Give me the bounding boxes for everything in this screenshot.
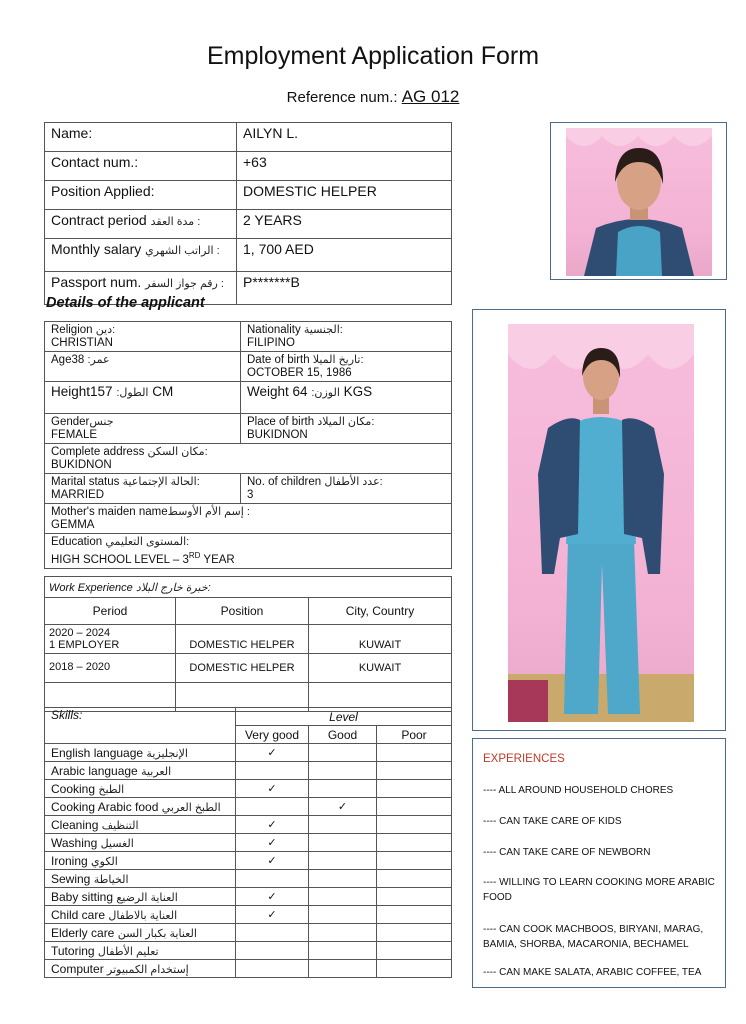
experiences-box (472, 738, 726, 988)
level-poor: Poor (377, 726, 452, 744)
skill-name: Sewing الخياطة (45, 870, 236, 888)
nationality-value: FILIPINO (247, 337, 295, 349)
details-heading: Details of the applicant (46, 295, 205, 311)
empty-level-cell (377, 834, 452, 852)
empty-level-cell (309, 906, 377, 924)
level-header: Level (236, 708, 452, 726)
table-header-row (45, 598, 452, 625)
empty-level-cell (377, 888, 452, 906)
col-location: City, Country (309, 598, 452, 625)
skill-row (45, 870, 452, 888)
reference-value: AG 012 (401, 87, 460, 106)
experience-item: ---- CAN COOK MACHBOOS, BIRYANI, MARAG, BAMIA, SHORBA, MACARONIA, BECHAMEL (483, 924, 704, 950)
weight-value: 64 KGS (292, 384, 373, 399)
work-location: KUWAIT (309, 654, 452, 683)
empty-level-cell (309, 744, 377, 762)
skill-name: Arabic language العربية (45, 762, 236, 780)
work-position: DOMESTIC HELPER (176, 625, 309, 654)
work-period: 2020 – 2024 1 EMPLOYER (45, 625, 176, 654)
position-value: DOMESTIC HELPER (237, 181, 452, 210)
check-icon: ✓ (236, 834, 309, 852)
skill-row (45, 834, 452, 852)
empty-level-cell (309, 960, 377, 978)
skill-name: English language الإنجليزية (45, 744, 236, 762)
skill-name: Ironing الكوي (45, 852, 236, 870)
empty-level-cell (309, 816, 377, 834)
skill-row (45, 906, 452, 924)
table-row (45, 577, 452, 598)
empty-level-cell (309, 870, 377, 888)
experience-item: ---- CAN TAKE CARE OF NEWBORN (483, 847, 651, 858)
person-portrait-icon (566, 128, 712, 276)
empty-level-cell (309, 762, 377, 780)
empty-level-cell (236, 870, 309, 888)
age-value: 38 (71, 354, 85, 366)
marital-cell: Marital status الحالة الإجتماعية: MARRIED (45, 474, 241, 504)
contact-label: Contact num.: (45, 152, 237, 181)
check-icon: ✓ (236, 744, 309, 762)
skill-row (45, 852, 452, 870)
page-title: Employment Application Form (206, 42, 540, 70)
table-row (45, 534, 452, 569)
maiden-value: GEMMA (51, 519, 95, 531)
age-cell: Age عمر: 38 (45, 352, 241, 382)
table-row (45, 210, 452, 239)
basic-info-table (44, 122, 452, 305)
skill-row (45, 744, 452, 762)
education-value: HIGH SCHOOL LEVEL – 3RD YEAR (51, 551, 235, 566)
experiences-title: EXPERIENCES (483, 753, 565, 765)
table-row (45, 504, 452, 534)
empty-level-cell (309, 924, 377, 942)
empty-level-cell (377, 798, 452, 816)
dob-value: OCTOBER 15, 1986 (247, 367, 352, 379)
empty-level-cell (236, 798, 309, 816)
empty-level-cell (236, 960, 309, 978)
marital-value: MARRIED (51, 489, 105, 501)
salary-label: Monthly salary الراتب الشهري : (45, 239, 237, 272)
level-good: Good (309, 726, 377, 744)
skill-name: Cooking الطبخ (45, 780, 236, 798)
address-value: BUKIDNON (51, 459, 112, 471)
table-row (45, 181, 452, 210)
passport-value: P*******B (237, 272, 452, 305)
applicant-details-table (44, 321, 452, 569)
skill-row (45, 762, 452, 780)
passport-label: Passport num. رقم جواز السفر : (45, 272, 237, 305)
table-row (45, 352, 452, 382)
skill-row (45, 888, 452, 906)
table-row (45, 625, 452, 654)
maiden-cell: Mother's maiden nameإسم الأم الأوسط : GEMMA (45, 504, 452, 534)
empty-level-cell (236, 762, 309, 780)
empty-level-cell (377, 924, 452, 942)
religion-cell: Religion دين: CHRISTIAN (45, 322, 241, 352)
skill-row (45, 816, 452, 834)
weight-cell: Weight الوزن: 64 KGS (241, 382, 452, 414)
address-cell: Complete address مكان السكن: BUKIDNON (45, 444, 452, 474)
table-row (45, 322, 452, 352)
contact-value: +63 (237, 152, 452, 181)
skill-name: Elderly care العناية بكبار السن (45, 924, 236, 942)
table-row (45, 414, 452, 444)
table-row (45, 474, 452, 504)
name-value: AILYN L. (237, 123, 452, 152)
skill-name: Tutoring تعليم الأطفال (45, 942, 236, 960)
table-row (45, 654, 452, 683)
check-icon: ✓ (236, 888, 309, 906)
name-label: Name: (45, 123, 237, 152)
table-row (45, 382, 452, 414)
full-body-photo (472, 309, 726, 731)
col-position: Position (176, 598, 309, 625)
level-very-good: Very good (236, 726, 309, 744)
skill-rows (45, 744, 452, 978)
education-cell: Education المستوى التعليمي: HIGH SCHOOL LEVEL – 3RD YEAR (45, 534, 452, 569)
empty-level-cell (377, 816, 452, 834)
skill-name: Computer إستخدام الكمبيوتر (45, 960, 236, 978)
reference-label: Reference num.: (286, 89, 398, 106)
table-row (45, 152, 452, 181)
religion-value: CHRISTIAN (51, 337, 113, 349)
table-row (45, 239, 452, 272)
height-cell: Height الطول: 157 CM (45, 382, 241, 414)
work-location: KUWAIT (309, 625, 452, 654)
empty-level-cell (377, 744, 452, 762)
empty-level-cell (377, 960, 452, 978)
empty-level-cell (309, 834, 377, 852)
empty-level-cell (377, 870, 452, 888)
skill-name: Child care العناية بالاطفال (45, 906, 236, 924)
height-value: 157 CM (90, 384, 174, 399)
table-header-row (45, 708, 452, 726)
work-period: 2018 – 2020 (45, 654, 176, 683)
pob-value: BUKIDNON (247, 429, 308, 441)
check-icon: ✓ (309, 798, 377, 816)
portrait-photo-small (550, 122, 727, 280)
check-icon: ✓ (236, 780, 309, 798)
empty-level-cell (309, 780, 377, 798)
position-label: Position Applied: (45, 181, 237, 210)
skills-table (44, 707, 452, 978)
col-period: Period (45, 598, 176, 625)
skill-row (45, 960, 452, 978)
check-icon: ✓ (236, 906, 309, 924)
skill-name: Cleaning التنظيف (45, 816, 236, 834)
empty-level-cell (377, 852, 452, 870)
work-position: DOMESTIC HELPER (176, 654, 309, 683)
empty-level-cell (377, 762, 452, 780)
pob-cell: Place of birth مكان الميلاد: BUKIDNON (241, 414, 452, 444)
contract-value: 2 YEARS (237, 210, 452, 239)
contract-label: Contract period مدة العقد : (45, 210, 237, 239)
salary-value: 1, 700 AED (237, 239, 452, 272)
skill-name: Cooking Arabic food الطبخ العربي (45, 798, 236, 816)
empty-level-cell (377, 906, 452, 924)
empty-level-cell (236, 942, 309, 960)
gender-cell: Genderجنس FEMALE (45, 414, 241, 444)
work-experience-table (44, 576, 452, 712)
empty-level-cell (236, 924, 309, 942)
skill-row (45, 924, 452, 942)
empty-level-cell (309, 888, 377, 906)
skill-name: Baby sitting العناية الرضيع (45, 888, 236, 906)
nationality-cell: Nationality الجنسية: FILIPINO (241, 322, 452, 352)
table-row (45, 444, 452, 474)
skills-title: Skills: (45, 708, 236, 744)
skill-row (45, 942, 452, 960)
check-icon: ✓ (236, 816, 309, 834)
children-cell: No. of children عدد الأطفال: 3 (241, 474, 452, 504)
experience-item: ---- CAN TAKE CARE OF KIDS (483, 816, 622, 827)
dob-cell: Date of birth تاريخ الميلا: OCTOBER 15, 1986 (241, 352, 452, 382)
skill-row (45, 798, 452, 816)
skill-row (45, 780, 452, 798)
reference-line (0, 87, 746, 107)
experience-item: ---- WILLING TO LEARN COOKING MORE ARABIC FOOD (483, 877, 715, 903)
empty-level-cell (309, 942, 377, 960)
empty-level-cell (377, 780, 452, 798)
table-row (45, 123, 452, 152)
person-full-body-icon (508, 324, 694, 722)
children-value: 3 (247, 489, 254, 501)
work-experience-title: Work Experience خبرة خارج البلاد: (45, 577, 452, 598)
skill-name: Washing الغسيل (45, 834, 236, 852)
check-icon: ✓ (236, 852, 309, 870)
gender-value: FEMALE (51, 429, 98, 441)
empty-level-cell (377, 942, 452, 960)
experience-item: ---- CAN MAKE SALATA, ARABIC COFFEE, TEA (483, 967, 702, 978)
empty-level-cell (309, 852, 377, 870)
experience-item: ---- ALL AROUND HOUSEHOLD CHORES (483, 785, 674, 796)
